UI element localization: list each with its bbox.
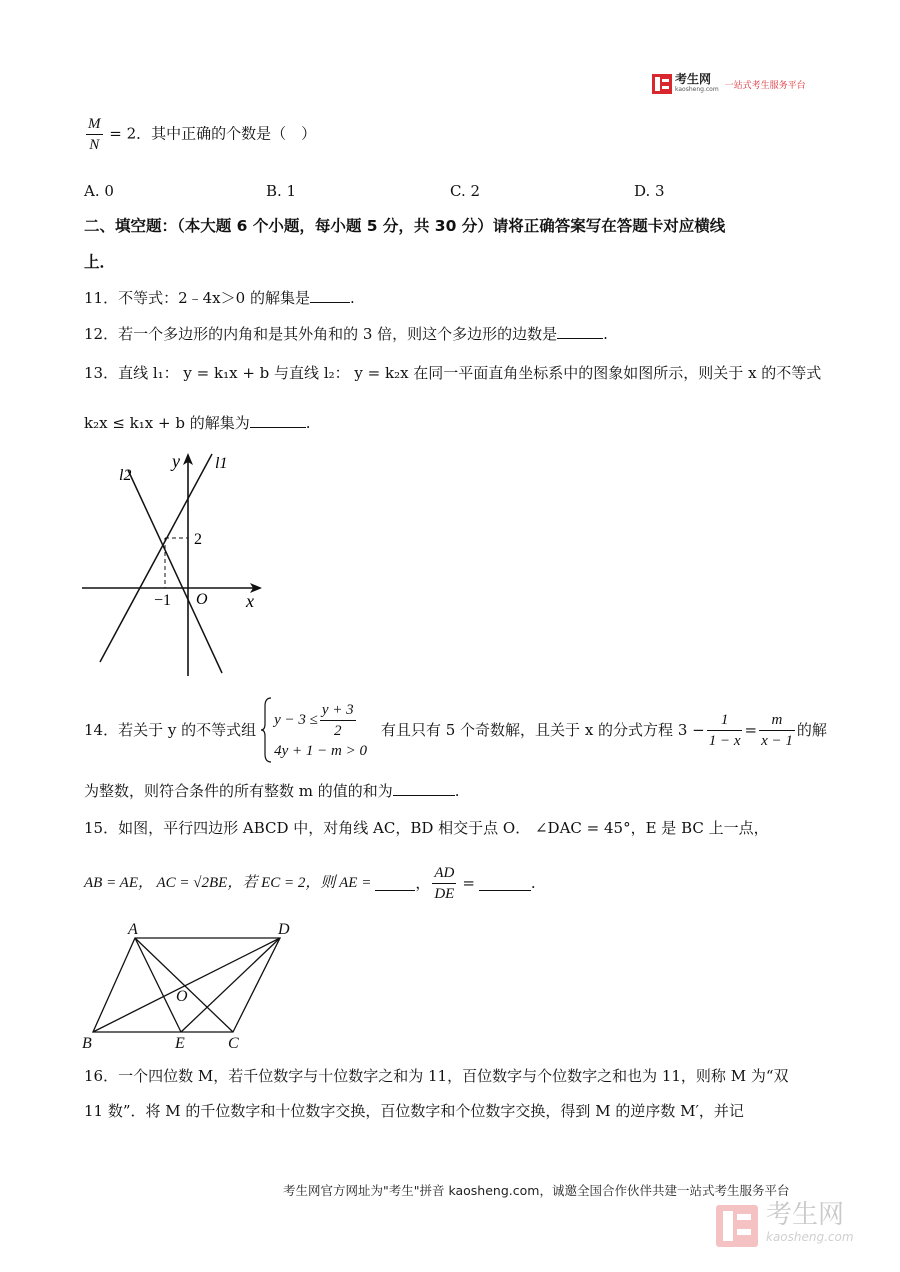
answer-blank-ratio[interactable] (479, 875, 531, 891)
answer-blank[interactable] (310, 287, 350, 303)
question-11: 11．不等式：2﹣4x＞0 的解集是 . (84, 289, 355, 307)
diagonal-bd (93, 938, 280, 1032)
q10-option-b: B. 1 (266, 182, 297, 200)
l2-label: l2 (119, 467, 132, 484)
footer-text: 考生网官方网址为"考生"拼音 kaosheng.com，诚邀全国合作伙伴共建一站式考生服务平台 (283, 1183, 790, 1198)
watermark-text: 考生网 (766, 1200, 845, 1230)
section-title-cont: 上． (84, 253, 116, 271)
inequality-system: y − 3 ≤ $\frac{y + 3}{2}$ 4y + 1 − m > 0 (260, 696, 367, 764)
q10-fraction: $\frac{M}{N}$ (88, 116, 101, 153)
question-16-line1: 16．一个四位数 M，若千位数字与十位数字之和为 11，百位数字与个位数字之和也为 11，则称 M 为“双 (84, 1067, 789, 1085)
watermark-logo-icon (714, 1203, 760, 1249)
q13-graph (78, 448, 278, 680)
x-mark-label: −1 (154, 592, 172, 609)
q10-option-d: D. 3 (634, 182, 665, 200)
footer-watermark (714, 1200, 854, 1249)
origin-label: O (196, 591, 208, 608)
section-title: 二、填空题：（本大题 6 个小题，每小题 5 分，共 30 分）请将正确答案写在答题卡对应横线 (84, 217, 726, 235)
question-13-line2: k₂x ≤ k₁x + b 的解集为 . (84, 414, 311, 432)
point-b-label: B (82, 1035, 92, 1052)
question-16-line2: 11 数”．将 M 的千位数字和十位数字交换，百位数字和个位数字交换，得到 M 的逆序数 M′，并记 (84, 1102, 744, 1120)
question-12: 12．若一个多边形的内角和是其外角和的 3 倍，则这个多边形的边数是 . (84, 325, 608, 343)
answer-blank[interactable] (393, 780, 455, 796)
point-e-label: E (175, 1035, 185, 1052)
answer-blank[interactable] (250, 412, 306, 428)
left-brace-icon (260, 696, 272, 764)
question-15-line1: 15．如图，平行四边形 ABCD 中，对角线 AC，BD 相交于点 O． ∠DAC = 45°，E 是 BC 上一点， (84, 819, 769, 837)
question-14-line2: 为整数，则符合条件的所有整数 m 的值的和为 . (84, 782, 460, 800)
q10-option-a: A. 0 (84, 182, 114, 200)
y-mark-label: 2 (194, 531, 202, 548)
q15-figure (78, 920, 300, 1052)
diagonal-ac (135, 938, 233, 1032)
segment-de (181, 938, 280, 1032)
point-a-label: A (128, 921, 138, 938)
logo-text: 考生网 (675, 71, 712, 86)
logo-domain: kaosheng.com (675, 85, 719, 93)
y-axis-label: y (172, 451, 180, 471)
l1-label: l1 (215, 455, 228, 472)
header-slogan: 一站式考生服务平台 (724, 80, 806, 91)
question-14-line1: 14．若关于 y 的不等式组 y − 3 ≤ $\frac{y + 3}{2}$ 4y + 1 − m > 0 有且只有 5 个奇数解，且关于 x 的分式方程 3 − $\frac{1}{1 - x}$ = $\frac{m}{x - 1}$ 的解 (84, 690, 827, 770)
x-axis-label: x (246, 591, 254, 611)
answer-blank[interactable] (557, 323, 603, 339)
answer-blank-ae[interactable] (375, 875, 415, 891)
question-13-line1: 13．直线 l₁： y = k₁x + b 与直线 l₂： y = k₂x 在同一平面直角坐标系中的图象如图所示，则关于 x 的不等式 (84, 364, 822, 382)
watermark-domain: kaosheng.com (766, 1230, 854, 1244)
q10-tail (84, 114, 316, 155)
point-o-label: O (176, 988, 188, 1005)
segment-ae (135, 938, 181, 1032)
q10-option-c: C. 2 (450, 182, 481, 200)
q10-text: = 2．其中正确的个数是（ ） (109, 124, 317, 143)
line-l1 (100, 454, 212, 662)
header-logo (652, 72, 806, 96)
logo-mark-icon (652, 74, 672, 94)
point-c-label: C (228, 1035, 239, 1052)
line-l2 (128, 470, 222, 673)
point-d-label: D (278, 921, 290, 938)
question-15-line2: AB = AE， AC = √2BE，若 EC = 2，则 AE = ， $\frac{AD}{DE}$ = . (84, 864, 536, 902)
